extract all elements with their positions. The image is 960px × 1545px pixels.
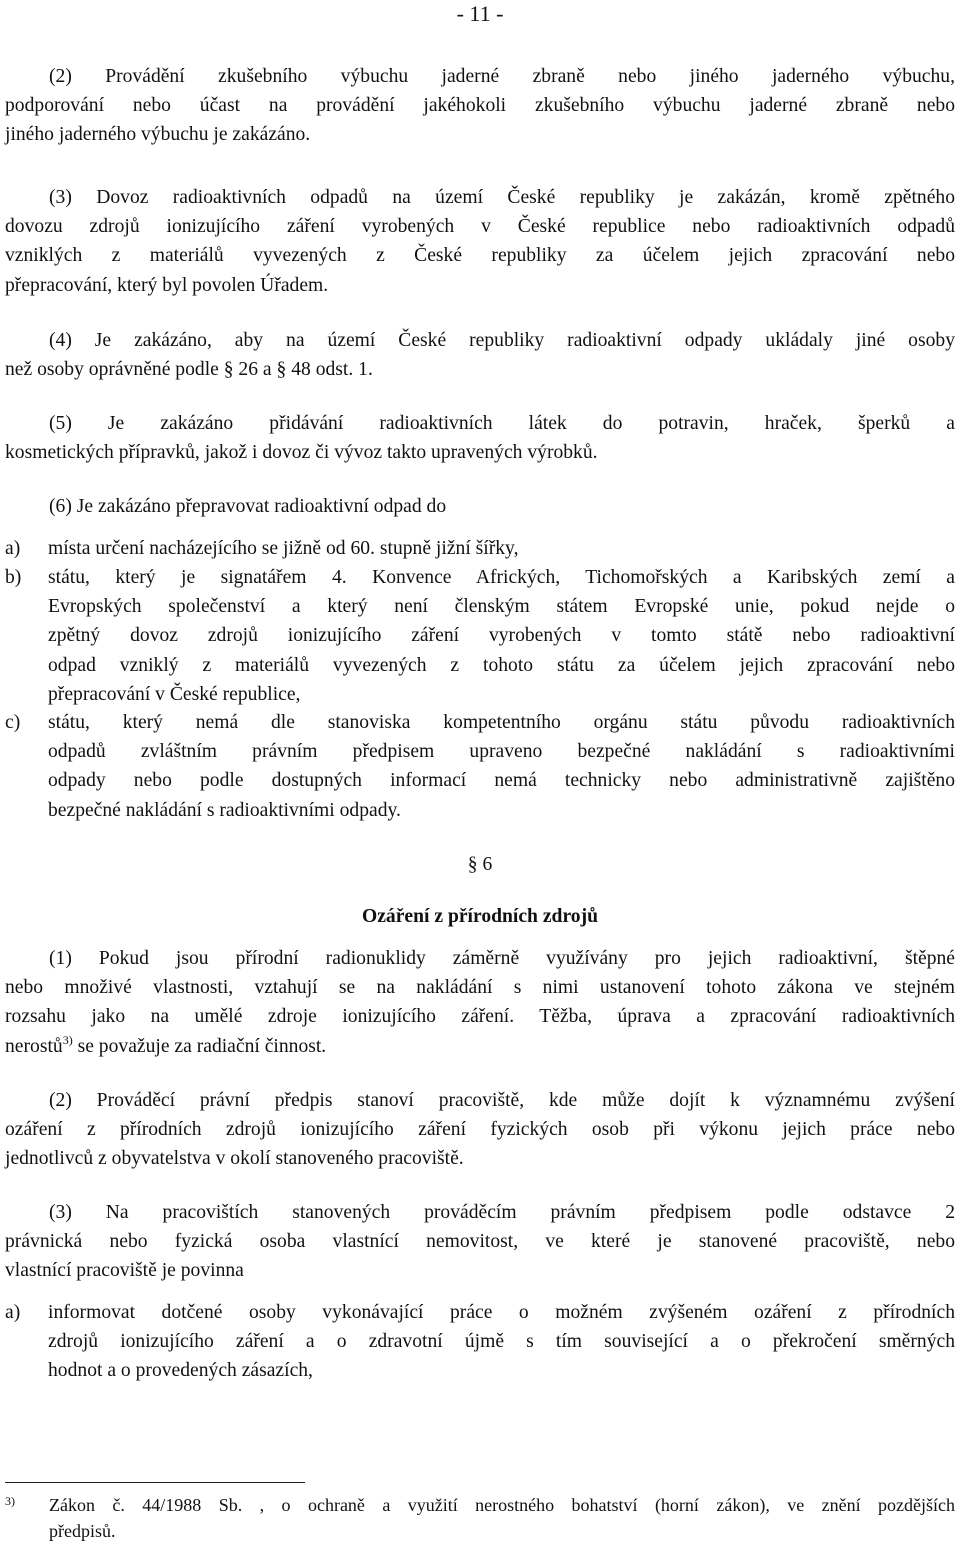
text-line: (2) Provádění zkušebního výbuchu jaderné zbraně nebo jiného jaderného výbuchu, (49, 66, 955, 87)
text-line: státu, který je signatářem 4. Konvence Afrických, Tichomořských a Karibských zemí a (48, 567, 955, 588)
text-line: (2) Prováděcí právní předpis stanoví pracoviště, kde může dojít k významnému zvýšení (49, 1090, 955, 1111)
text-line: hodnot a o provedených zásazích, (48, 1360, 313, 1382)
text-line: jiného jaderného výbuchu je zakázáno. (5, 124, 311, 146)
text-line: Evropských společenství a který není členským státem Evropské unie, pokud nejde o (48, 596, 955, 618)
list-item-b (5, 563, 955, 709)
text-line: zdrojů ionizujícího záření a o zdravotní újmě s tím související a o překročení směrných (48, 1331, 955, 1353)
text-line: vzniklých z materiálů vyvezených z České republiky za účelem jejich zpracování nebo (5, 245, 955, 267)
text-line: zpětný dovoz zdrojů ionizujícího záření vyrobených v tomto státě nebo radioaktivní (48, 625, 955, 647)
text-line: státu, který nemá dle stanoviska kompetentního orgánu státu původu radioaktivních (48, 712, 955, 733)
text-line: nebo množivé vlastnosti, vztahují se na nakládání s nimi ustanovení tohoto zákona ve stejném (5, 977, 955, 999)
text-line: (1) Pokud jsou přírodní radionuklidy záměrně využívány pro jejich radioaktivní, štěpné (49, 948, 955, 969)
text-line: právnická nebo fyzická osoba vlastnící nemovitost, ve které je stanovené pracoviště, nebo (5, 1231, 955, 1253)
paragraph-4 (5, 326, 955, 384)
list-label: a) (5, 538, 21, 559)
text-line: kosmetických přípravků, jakož i dovoz či vývoz takto upravených výrobků. (5, 442, 598, 464)
text-line: (5) Je zakázáno přidávání radioaktivních látek do potravin, hraček, šperků a (49, 413, 955, 434)
paragraph-3 (5, 183, 955, 300)
text-line: odpadů zvláštním právním předpisem upraveno bezpečné nakládání s radioaktivními (48, 741, 955, 763)
list-item-a (5, 534, 955, 563)
footnote-separator (5, 1482, 305, 1483)
section-6-paragraph-2 (5, 1086, 955, 1174)
text-line: (3) Na pracovištích stanovených prováděcím právním předpisem podle odstavce 2 (49, 1202, 955, 1223)
section-6-paragraph-3 (5, 1198, 955, 1286)
text-line: jednotlivců z obyvatelstva v okolí stanoveného pracoviště. (5, 1148, 464, 1170)
text-line: nerostů$^{3)}$ se považuje za radiační činnost. (5, 1032, 327, 1057)
text-line: bezpečné nakládání s radioaktivními odpady. (48, 799, 401, 821)
list-label: c) (5, 712, 21, 733)
list-item-a-2 (5, 1298, 955, 1386)
section-6-paragraph-1 (5, 944, 955, 1061)
footnote (5, 1492, 955, 1544)
text-line: (4) Je zakázáno, aby na území České republiky radioaktivní odpady ukládaly jiné osoby (49, 330, 955, 351)
text-line: než osoby oprávněné podle § 26 a § 48 odst. 1. (5, 359, 373, 381)
text-line: přepracování v České republice, (48, 683, 301, 705)
list-item-c (5, 708, 955, 825)
text-line: (3) Dovoz radioaktivních odpadů na území České republiky je zakázán, kromě zpětného (49, 187, 955, 208)
text-line: předpisů. (49, 1521, 116, 1541)
text-line: odpad vzniklý z materiálů vyvezených z tohoto státu za účelem jejich zpracování nebo (48, 654, 955, 676)
text-line: Zákon č. 44/1988 Sb. , o ochraně a využití nerostného bohatství (horní zákon), ve znění pozdějších (49, 1495, 955, 1515)
text-line: rozsahu jako na umělé zdroje ionizujícího záření. Těžba, úprava a zpracování radioaktivních (5, 1006, 955, 1028)
page-number: - 11 - (456, 1, 504, 26)
text-line: přepracování, který byl povolen Úřadem. (5, 274, 329, 296)
paragraph-2 (5, 62, 955, 150)
text-line: podporování nebo účast na provádění jakéhokoli zkušebního výbuchu jaderné zbraně nebo (5, 95, 955, 117)
paragraph-6-intro (5, 492, 955, 521)
text-line: ozáření z přírodních zdrojů ionizujícího záření fyzických osob při výkonu jejich práce nebo (5, 1119, 955, 1141)
paragraph-5 (5, 409, 955, 467)
list-label: b) (5, 567, 22, 588)
list-label: a) (5, 1302, 21, 1323)
section-number: § 6 (467, 854, 493, 875)
text-line: (6) Je zakázáno přepravovat radioaktivní odpad do (49, 496, 447, 517)
text-line: dovozu zdrojů ionizujícího záření vyrobených v České republice nebo radioaktivních odpadů (5, 216, 955, 238)
footnote-ref[interactable]: 3) (62, 1032, 73, 1047)
footnote-label: 3) (5, 1494, 15, 1508)
text-line: místa určení nacházejícího se jižně od 60. stupně jižní šířky, (48, 538, 519, 559)
text-line: informovat dotčené osoby vykonávající práce o možném zvýšeném ozáření z přírodních (48, 1302, 955, 1323)
text-line: vlastnící pracoviště je povinna (5, 1260, 244, 1282)
section-title: Ozáření z přírodních zdrojů (361, 906, 599, 927)
text-line: odpady nebo podle dostupných informací nemá technicky nebo administrativně zajištěno (48, 770, 955, 792)
